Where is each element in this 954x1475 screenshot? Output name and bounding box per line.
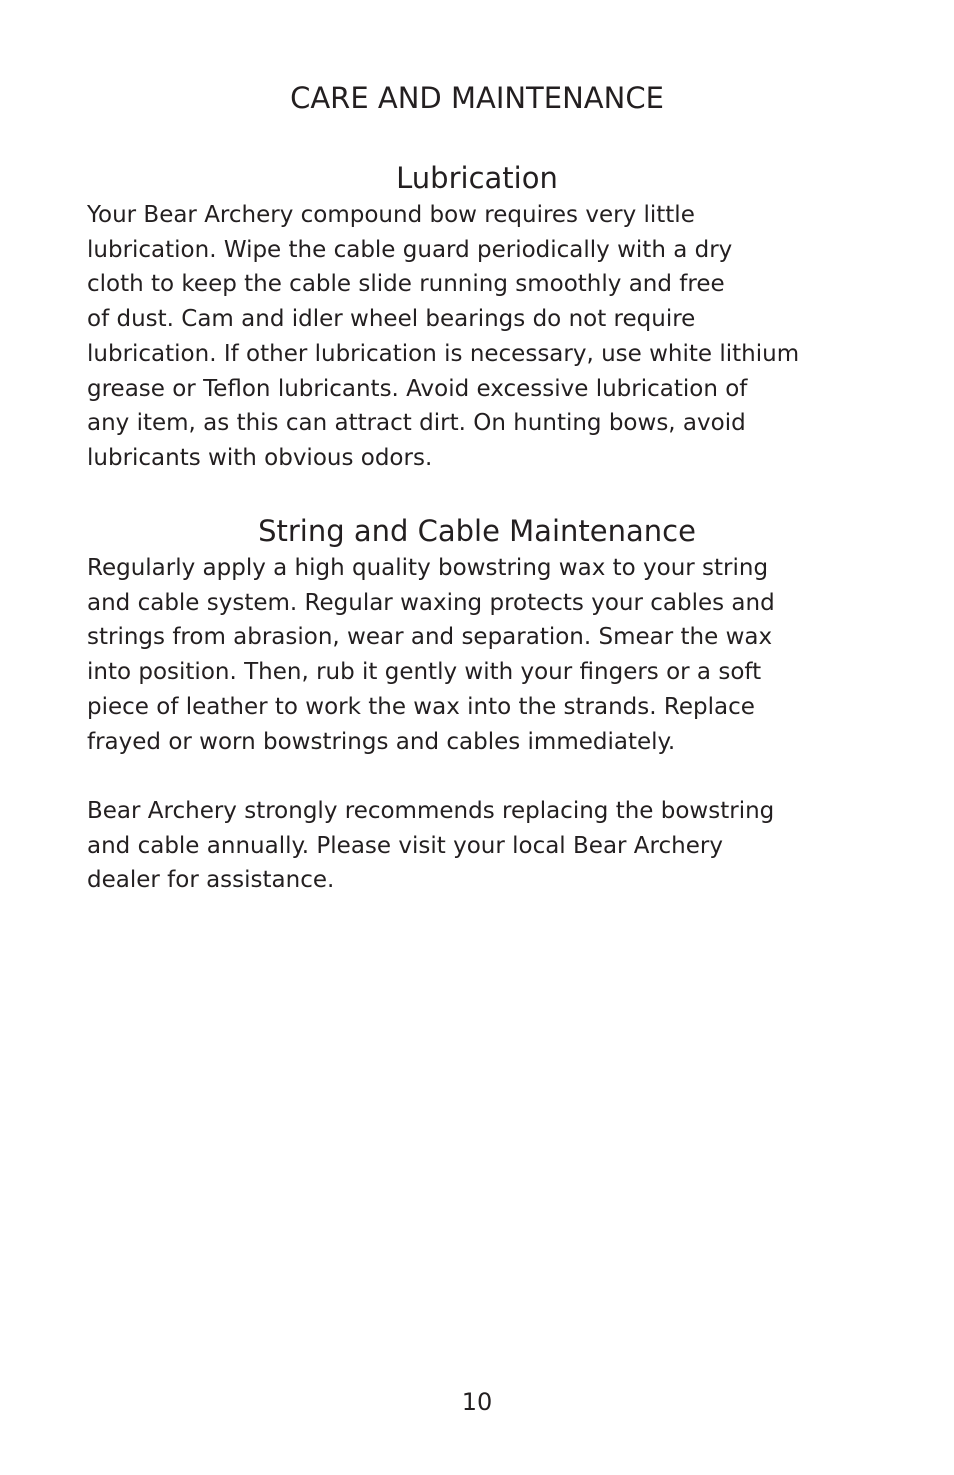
paragraph-line: grease or Teflon lubricants. Avoid excessive lubrication of [87,375,748,402]
paragraph-line: and cable annually. Please visit your local Bear Archery [87,832,723,859]
page-title: CARE AND MAINTENANCE [290,81,664,115]
string-cable-paragraph [87,551,887,759]
paragraph-line: and cable system. Regular waxing protects your cables and [87,589,775,616]
lubrication-heading: Lubrication [396,161,558,195]
paragraph-line: of dust. Cam and idler wheel bearings do not require [87,306,696,333]
recommendation-paragraph [87,794,887,898]
paragraph-line: strings from abrasion, wear and separation. Smear the wax [87,624,773,651]
page-number: 10 [461,1388,493,1416]
paragraph-line: Bear Archery strongly recommends replacing the bowstring [87,798,775,824]
paragraph-line: lubrication. If other lubrication is necessary, use white lithium [87,340,800,367]
paragraph-line: piece of leather to work the wax into the strands. Replace [87,693,755,720]
paragraph-line: frayed or worn bowstrings and cables immediately. [87,728,676,755]
paragraph-line: dealer for assistance. [87,867,335,894]
paragraph-line: into position. Then, rub it gently with your fingers or a soft [87,659,762,686]
lubrication-paragraph [87,198,887,476]
paragraph-line: Regularly apply a high quality bowstring wax to your string [87,555,769,581]
paragraph-line: cloth to keep the cable slide running smoothly and free [87,271,725,298]
paragraph-line: lubrication. Wipe the cable guard periodically with a dry [87,236,733,263]
paragraph-line: Your Bear Archery compound bow requires very little [87,202,695,228]
paragraph-line: lubricants with obvious odors. [87,444,433,471]
paragraph-line: any item, as this can attract dirt. On hunting bows, avoid [87,410,746,437]
string-cable-heading: String and Cable Maintenance [258,514,696,548]
